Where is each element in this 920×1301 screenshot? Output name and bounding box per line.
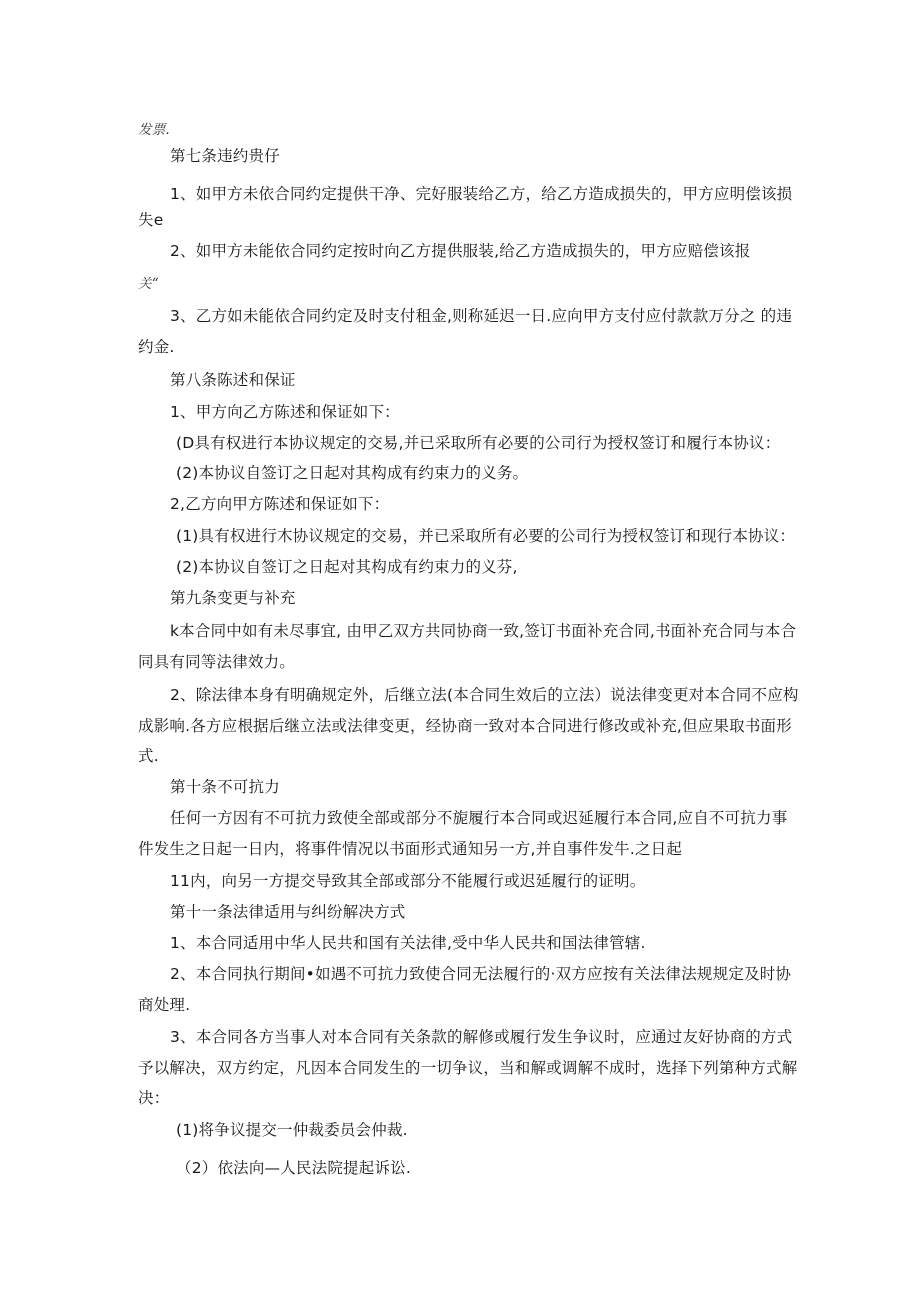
section-heading-8: 第八条陈述和保证 — [170, 371, 296, 389]
paragraph-line: 成影响.各方应根据后继立法或法律变更，经协商一致对本合同进行修改或补充,但应果取书面形 — [138, 717, 792, 735]
paragraph-line: (1)具有权进行木协议规定的交易，并已采取所有必要的公司行为授权签订和现行本协议： — [176, 527, 796, 545]
fragment-line: 关“ — [138, 276, 159, 292]
paragraph-line: 1、本合同适用中华人民共和国有关法律,受中华人民共和国法律管辖. — [170, 934, 646, 952]
paragraph-line: 商处理. — [138, 996, 191, 1014]
paragraph-line: (2)本协议自签订之日起对其构成有约束力的义务。 — [176, 464, 529, 482]
paragraph-line: （2）依法向—人民法院提起诉讼. — [176, 1159, 411, 1177]
paragraph-line: 1、甲方向乙方陈述和保证如下： — [170, 403, 400, 421]
paragraph-line: 2,乙方向甲方陈述和保证如下： — [170, 495, 390, 513]
paragraph-line: 同具有同等法律效力。 — [138, 653, 296, 671]
paragraph-line: (1)将争议提交一仲裁委员会仲裁. — [176, 1121, 408, 1139]
paragraph-line: 予以解决，双方约定，凡因本合同发生的一切争议，当和解或调解不成时，选择下列第种方式解 — [138, 1059, 798, 1077]
paragraph-line: k本合同中如有未尽事宜, 由甲乙双方共同协商一致,签订书面补充合同,书面补充合同与本合 — [170, 622, 797, 640]
section-heading-7: 第七条违约贵仔 — [170, 147, 280, 165]
section-heading-10: 第十条不可抗力 — [170, 778, 280, 796]
paragraph-line: 失e — [138, 211, 164, 229]
fragment-line: 发票. — [138, 122, 170, 138]
section-heading-9: 第九条变更与补充 — [170, 589, 296, 607]
paragraph-line: 决： — [138, 1089, 170, 1107]
paragraph-line: (2)本协议自签订之日起对其构成有约束力的义芬, — [176, 558, 518, 576]
paragraph-line: 式. — [138, 747, 159, 765]
paragraph-line: 任何一方因有不可抗力致使全部或部分不旎履行本合同或迟延履行本合同,应自不可抗力事 — [170, 809, 788, 827]
paragraph-line: 1、如甲方未依合同约定提供干净、完好服装给乙方，给乙方造成损失的，甲方应明偿该损 — [170, 185, 793, 203]
paragraph-line: 2、本合同执行期间•如遇不可抗力致使合同无法履行的·双方应按有关法律法规规定及时协 — [170, 965, 792, 983]
paragraph-line: 11内，向另一方提交导致其全部或部分不能履行或迟延履行的证明。 — [170, 872, 646, 890]
section-heading-11: 第十一条法律适用与纠纷解决方式 — [170, 903, 406, 921]
paragraph-line: (D具有权进行本协议规定的交易,并已采取所有必要的公司行为授权签订和履行本协议： — [176, 434, 781, 452]
paragraph-line: 3、本合同各方当事人对本合同有关条款的解修或履行发生争议时，应通过友好协商的方式 — [170, 1028, 793, 1046]
paragraph-line: 3、乙方如未能依合同约定及时支付租金,则称延迟一日.应向甲方支付应付款款万分之 的违 — [170, 307, 793, 325]
paragraph-line: 件发生之日起一日内，将事件情况以书面形式通知另一方,并自事件发牛.之日起 — [138, 840, 683, 858]
paragraph-line: 2、除法律本身有明确规定外，后继立法(本合同生效后的立法）说法律变更对本合同不应构 — [170, 686, 799, 704]
paragraph-line: 约金. — [138, 338, 175, 356]
paragraph-line: 2、如甲方未能依合同约定按时向乙方提供服装,给乙方造成损失的，甲方应赔偿该报 — [170, 242, 751, 260]
